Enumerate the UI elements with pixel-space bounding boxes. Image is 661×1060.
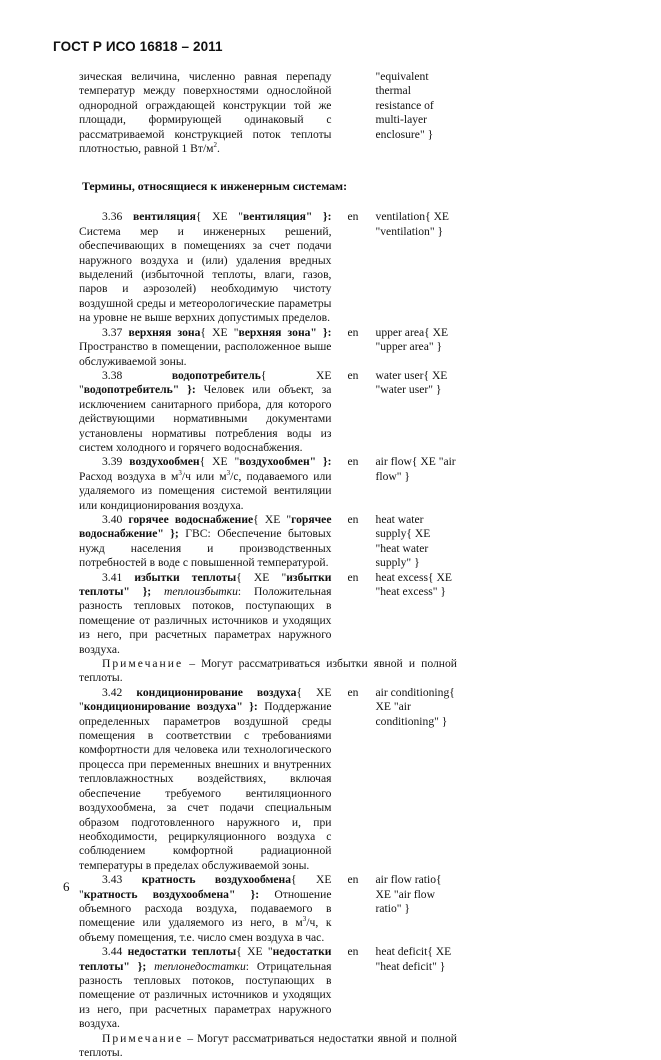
english-equivalent: heat excess{ XE "heat excess" } bbox=[375, 570, 452, 598]
language-code: en bbox=[347, 873, 359, 887]
term-entry-3-39: 3.39 воздухообмен{ XE "воздухообмен" }: Расход воздуха в $м^3/ч$ или $м^3/с$, подаваемого или удаляемого из помещения системой вентиляции или кондиционирования воздуха. en air flow{ XE "air flow" } bbox=[79, 455, 456, 512]
english-equivalent: heat deficit{ XE "heat deficit" } bbox=[375, 945, 452, 973]
note-3-41: Примечание – Могут рассматриваться избытки явной и полной теплоты. bbox=[79, 657, 457, 685]
english-equivalent: heat water supply{ XE "heat water supply" } bbox=[375, 512, 431, 570]
english-equivalent: water user{ XE "water user" } bbox=[375, 368, 448, 397]
term-entry-3-37: 3.37 верхняя зона{ XE "верхняя зона" }: Пространство в помещении, расположенное выше обслуживаемой зоны. en upper area{ XE "upper area" } bbox=[79, 326, 457, 369]
language-code: en bbox=[347, 570, 359, 584]
term-entry-3-42: 3.42 кондиционирование воздуха{ XE "кондиционирование воздуха" }: Поддержание определенных параметров воздушной среды помещения в соответствии с требованиями комфортности для человека или технологического процесса при переменных внешних и внутренних тепловлажностных воздействиях, включая обеспечение требуемого вентиляционного воздухообмена, за счет подачи специальным образом подготовленного наружного и, при необходимости, рециркуляционного воздуха с соблюдением комфортной радиационной температуры в пределах обслуживаемой зоны. en air conditioning{ XE "air conditioning" } bbox=[79, 686, 457, 873]
term-entry-3-40: 3.40 горячее водоснабжение{ XE "горячее водоснабжение" }; ГВС: Обеспечение бытовых нужд населения и производственных потребностей в воде с повышенной температурой. en heat water supply{ XE "heat water supply" } bbox=[79, 513, 457, 571]
note-3-44: Примечание – Могут рассматриваться недостатки явной и полной теплоты. bbox=[79, 1031, 457, 1059]
english-equivalent: air flow{ XE "air flow" } bbox=[375, 455, 456, 483]
language-code: en bbox=[347, 325, 359, 339]
term-entry-3-44: 3.44 недостатки теплоты{ XE "недостатки теплоты" }; теплонедостатки: Отрицательная разность тепловых потоков, поступающих в помещение от различных источников и уходящих из него, при расчетных параметрах наружного воздуха. en heat deficit{ XE "heat deficit" } bbox=[79, 945, 457, 1031]
page-header: ГОСТ Р ИСО 16818 – 2011 bbox=[53, 39, 223, 54]
term-entry-3-43: 3.43 кратность воздухообмена{ XE "кратность воздухообмена" }: Отношение объемного расхода воздуха, подаваемого в помещение или удаляемого из него, в $м^3/ч$, к объему помещения, т.е. число смен воздуха в час. en air flow ratio{ XE "air flow ratio" } bbox=[79, 873, 457, 945]
language-code: en bbox=[347, 210, 359, 224]
language-code: en bbox=[347, 685, 359, 699]
page-number: 6 bbox=[63, 879, 70, 894]
english-equivalent: air flow ratio{ XE "air flow ratio" } bbox=[375, 873, 442, 915]
section-heading: Термины, относящиеся к инженерным системам: bbox=[82, 179, 348, 194]
term-entry-3-38: 3.38 водопотребитель{ XE "водопотребитель" }: Человек или объект, за исключением санитарного прибора, для которого действующими нормативными документами установлены нормативы потребления воды из систем холодного и горячего водоснабжения. en water user{ XE "water user" } bbox=[79, 369, 457, 455]
english-equivalent: upper area{ XE "upper area" } bbox=[375, 325, 449, 354]
english-equivalent: ventilation{ XE "ventilation" } bbox=[375, 210, 450, 238]
language-code: en bbox=[347, 455, 359, 469]
intro-continuation: зическая величина, численно равная перепаду температур между поверхностями однослойной однородной ограждающей конструкции той же площади, формирующей одинаковый с рассматриваемой конструкцией поток теплоты плотностью, равной 1 $Вт/м^2$. "equivalent thermal resistance of multi-layer enclosure" } bbox=[79, 70, 457, 156]
terms-content bbox=[79, 70, 457, 1060]
language-code: en bbox=[347, 512, 359, 526]
language-code: en bbox=[347, 368, 359, 382]
language-code: en bbox=[347, 945, 359, 959]
term-entry-3-41: 3.41 избытки теплоты{ XE "избытки теплоты" }; теплоизбытки: Положительная разность тепловых потоков, поступающих в помещение от различных источников и уходящих из него, при расчетных параметрах наружного воздуха. en heat excess{ XE "heat excess" } bbox=[79, 571, 457, 657]
term-entry-3-36: 3.36 вентиляция{ XE "вентиляция" }: Система мер и инженерных решений, обеспечивающих в помещениях за счет подачи наружного воздуха и (или) удаления вредных выделений (избыточной теплоты, влаги, газов, паров и аэрозолей) необходимую чистоту воздушной среды и метеорологические параметры на уровне не выше верхних допустимых пределов. en ventilation{ XE "ventilation" } bbox=[79, 210, 457, 325]
english-equivalent: "equivalent thermal resistance of multi-layer enclosure" } bbox=[375, 70, 434, 141]
english-equivalent: air conditioning{ XE "air conditioning" } bbox=[375, 685, 455, 728]
